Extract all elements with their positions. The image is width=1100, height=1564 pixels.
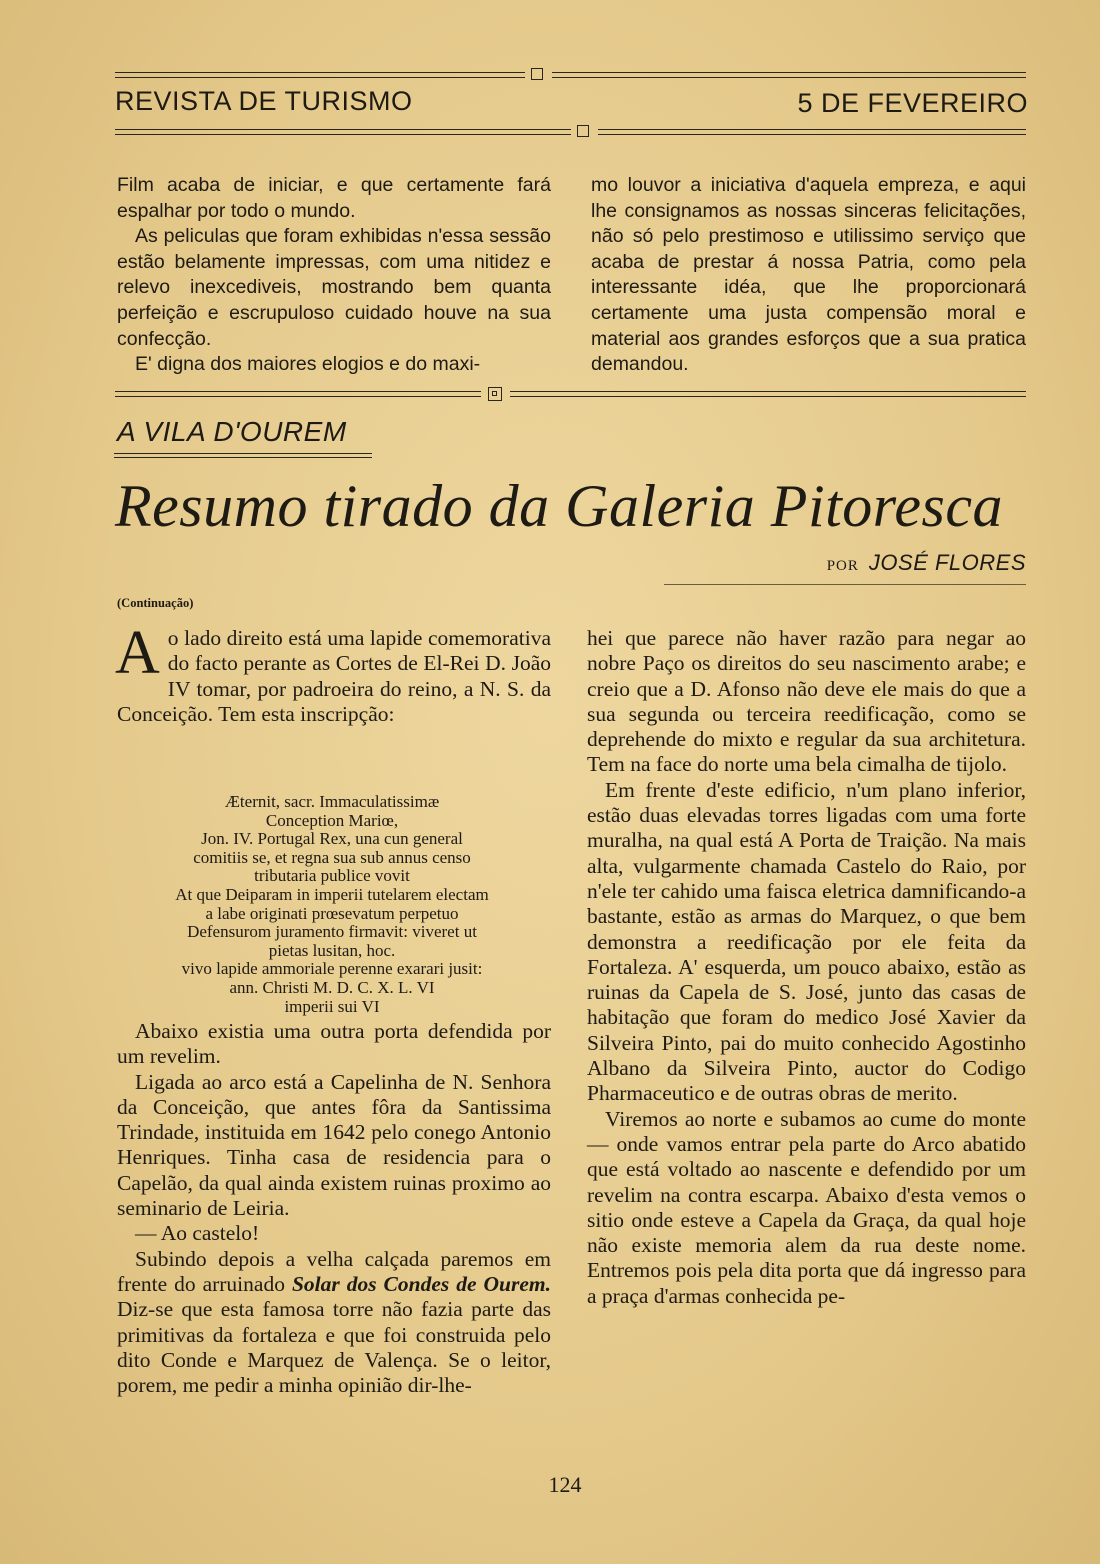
inscription-line: tributaria publice vovit <box>254 866 410 886</box>
article-right-column <box>587 626 1026 1309</box>
section-rule-right <box>510 391 1026 397</box>
top-article-left-column <box>117 173 551 378</box>
article-paragraph: hei que parece não haver razão para negar ao nobre Paço os direitos do seu nascimento arabe; e creio que a D. Afonso não deve ele mais do que a sua segunda ou terceira reedificação, como se deprehende do mixto e regular da sua architetura. Tem na face do norte uma bela cimalha de tijolo. <box>587 626 1026 777</box>
inscription-line: Jon. IV. Portugal Rex, una cun general <box>201 829 463 849</box>
byline-rule <box>664 584 1026 585</box>
inscription-line: imperii sui VI <box>284 996 380 1016</box>
top-article-paragraph: As peliculas que foram exhibidas n'essa sessão estão belamente impressas, com uma nitidez e relevo inexcediveis, mostrando bem quanta perfeição e escrupuloso cuidado houve na sua confecção. <box>117 225 551 350</box>
solar-title-emphasis: Solar dos Condes de Ourem. <box>291 1271 551 1296</box>
inscription-line: pietas lusitan, hoc. <box>268 940 396 960</box>
header-rule-bottom-right <box>598 129 1026 135</box>
section-title-underline <box>114 453 372 458</box>
continuation-label: (Continuação) <box>117 596 194 610</box>
header-date: 5 DE FEVEREIRO <box>797 88 1028 118</box>
inscription-line: vivo lapide ammoriale perenne exarari jusit: <box>181 959 483 979</box>
intro-text: o lado direito está uma lapide comemorativa do facto perante as Cortes de El-Rei D. João IV tomar, por padroeira do reino, a N. S. da Conceição. Tem esta inscripção: <box>117 626 551 726</box>
article-intro <box>115 619 551 727</box>
paragraph-text: Subindo depois a velha calçada paremos em frente do arruinado <box>117 1246 551 1296</box>
inscription-line: Conception Mariœ, <box>265 810 399 830</box>
header-ornament-bottom <box>577 125 589 137</box>
inscription-line: Defensurom juramento firmavit: viveret ut <box>187 922 477 942</box>
byline-prefix: POR <box>826 558 859 574</box>
top-article-paragraph: E' digna dos maiores elogios e do maxi- <box>135 353 481 376</box>
header-title: REVISTA DE TURISMO <box>115 86 413 116</box>
page-number: 124 <box>548 1472 582 1497</box>
drop-cap: A <box>115 619 160 687</box>
article-paragraph: Ligada ao arco está a Capelinha de N. Senhora da Conceição, que antes fôra da Santissima Trindade, instituida em 1642 pelo conego Antonio Henriques. Tinha casa de residencia para o Capelão, da qual ainda existem ruinas proximo ao seminario de Leiria. <box>117 1069 551 1221</box>
top-article-right-column <box>591 173 1026 378</box>
inscription-line: comitiis se, et regna sua sub annus censo <box>193 847 471 867</box>
byline-author: JOSÉ FLORES <box>868 550 1026 575</box>
article-left-column-lower <box>117 1019 551 1398</box>
intro-paragraph <box>115 619 551 727</box>
section-title: A VILA D'OUREM <box>117 416 347 447</box>
section-rule-left <box>115 391 481 397</box>
top-article-paragraph: Film acaba de iniciar, e que certamente fará espalhar por todo o mundo. <box>117 174 551 222</box>
article-paragraph: Em frente d'este edificio, n'um plano inferior, estão duas elevadas torres ligadas com uma forte muralha, na qual está A Porta de Traição. Na mais alta, vulgarmente chamada Castelo do Raio, por n'ele ter cahido uma faisca eletrica damnificando-a bastante, estão as armas do Marquez, o que bem demonstra a reedificação por ele feita da Fortaleza. A' esquerda, um pouco abaixo, estão as ruinas da Capela de S. José, junto das casas de habitação que foram do medico José Xavier da Silveira Pinto, pai do muito conhecido Agostinho Albano da Silveira Pinto, auctor do Codigo Pharmaceutico e de outras obras de merito. <box>587 777 1026 1106</box>
article-paragraph <box>117 1247 551 1399</box>
inscription-line: ann. Christi M. D. C. X. L. VI <box>229 977 435 997</box>
article-paragraph: — Ao castelo! <box>135 1221 260 1246</box>
article-paragraph: Abaixo existia uma outra porta defendida por um revelim. <box>117 1019 551 1069</box>
inscription-line: At que Deiparam in imperii tutelarem electam <box>175 884 489 904</box>
latin-inscription <box>113 793 551 1016</box>
paragraph-text: Diz-se que esta famosa torre não fazia parte das primitivas da fortaleza e que foi construida pelo dito Conde e Marquez de Valença. Se o leitor, porem, me pedir a minha opinião dir-lhe- <box>117 1297 551 1398</box>
inscription-line: Æternit, sacr. Immaculatissimæ <box>224 792 440 811</box>
top-article-paragraph: mo louvor a iniciativa d'aquela empreza, e aqui lhe consignamos as nossas sinceras felicitações, não só pelo prestimoso e utilissimo serviço que acaba de prestar á nossa Patria, como pela interessante idéa, que lhe proporcionará certamente uma justa compensão moral e material aos grandes esforços que a sua pratica demandou. <box>591 174 1026 376</box>
header-rule-top-left <box>115 72 525 78</box>
header-ornament-top <box>531 68 543 80</box>
header-rule-bottom-left <box>115 129 571 135</box>
byline <box>827 550 1026 576</box>
section-ornament <box>488 387 502 401</box>
header-rule-top-right <box>552 72 1026 78</box>
article-headline: Resumo tirado da Galeria Pitoresca <box>115 473 1004 539</box>
article-paragraph: Viremos ao norte e subamos ao cume do monte— onde vamos entrar pela parte do Arco abatido que está voltado ao nascente e defendido por um revelim na contra escarpa. Abaixo d'esta vemos o sitio onde esteve a Capela da Graça, da qual hoje não existe memoria alem da rua deste nome. Entremos pois pela dita porta que dá ingresso para a praça d'armas conhecida pe- <box>587 1106 1026 1308</box>
inscription-line: a labe originati prœsevatum perpetuo <box>205 903 459 923</box>
